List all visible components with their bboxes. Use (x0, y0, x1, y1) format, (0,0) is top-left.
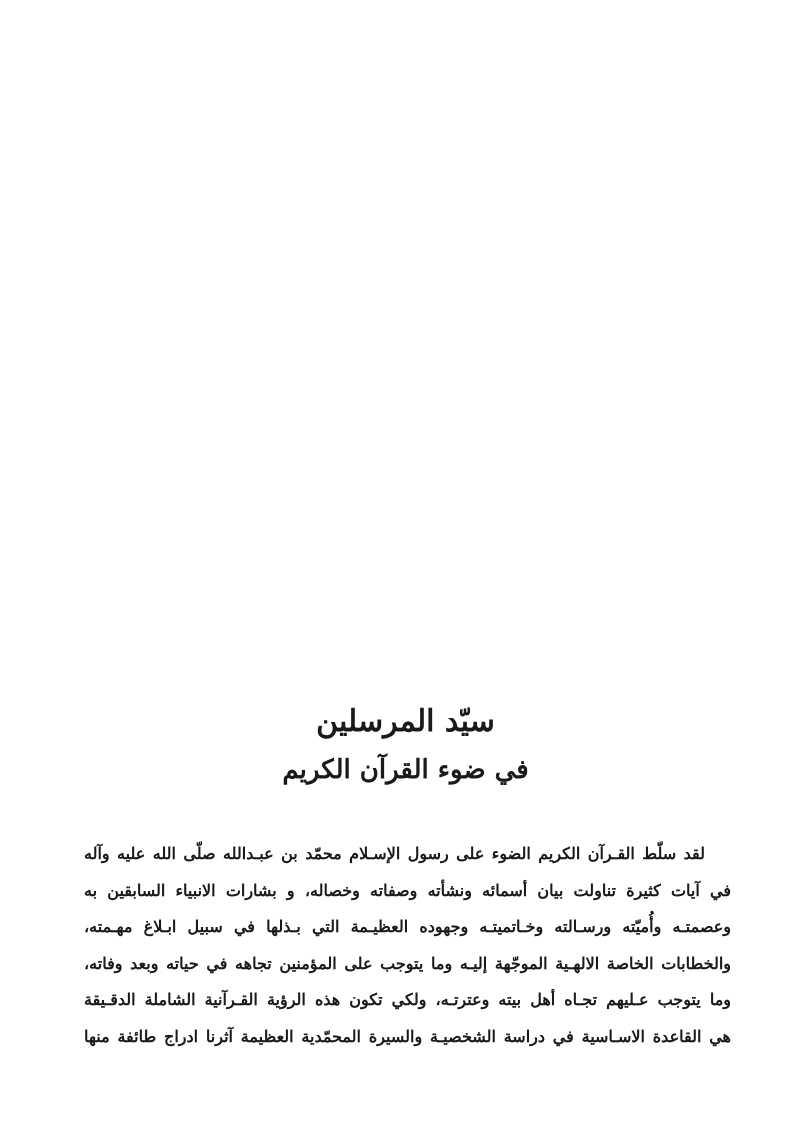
title-block (0, 700, 811, 790)
body-paragraph (84, 836, 731, 1055)
paragraph-line: هي القاعدة الاسـاسية في دراسة الشخصيـة والسيرة المحمّدية العظيمة آثرنا ادراج طائفة منها (84, 1026, 731, 1046)
page-title: سيّد المرسلين (316, 704, 495, 739)
paragraph-line: والخطابات الخاصة الالهـية الموجّهة إليـه وما يتوجب على المؤمنين تجاهه في حياته وبعد وفاته، (84, 953, 731, 973)
paragraph-line: وما يتوجب عـليهم تجـاه أهل بيته وعترتـه، ولكي تكون هذه الرؤية القـرآنية الشاملة الدقـيقة (84, 990, 731, 1009)
page-subtitle: في ضوء القرآن الكريم (282, 755, 529, 785)
paragraph-line: لقد سلّط القـرآن الكريم الضوء على رسول الإسـلام محمّد بن عبـدالله صلّى الله عليه وآله (84, 844, 705, 863)
paragraph-line: في آيات كثيرة تناولت بيان أسمائه ونشأته وصفاته وخصاله، و بشارات الانبياء السابقين به (84, 880, 731, 900)
paragraph-line: وعصمتـه وأُميّته ورسـالته وخـاتميتـه وجهوده العظيـمة التي بـذلها في سبيل ابـلاغ مهـمته، (84, 917, 731, 936)
